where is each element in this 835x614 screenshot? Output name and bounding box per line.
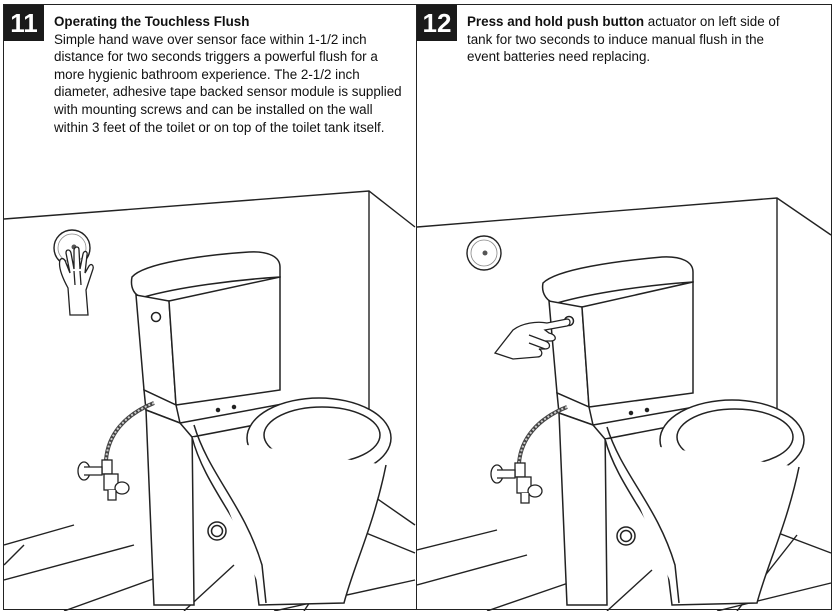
step-11-panel (3, 4, 417, 610)
step-12-illustration (417, 5, 833, 611)
step-body: actuator on left side of tank for two seconds to induce manual flush in the event batteries need replacing. (467, 14, 780, 65)
water-supply-valve-icon (491, 407, 567, 503)
step-11-instructions (54, 13, 404, 136)
step-number-badge: 12 (417, 5, 457, 41)
wall-sensor-icon (467, 236, 501, 270)
step-12-panel (416, 4, 832, 610)
step-title: Operating the Touchless Flush (54, 14, 250, 29)
water-supply-valve-icon (78, 403, 154, 500)
step-bold-lead: Press and hold push button (467, 14, 645, 29)
toilet-illustration (543, 257, 804, 605)
step-12-instructions (467, 13, 787, 66)
step-body: Simple hand wave over sensor face within 1-1/2 inch distance for two seconds triggers a powerful flush for a more hygienic bathroom experience. The 2-1/2 inch diameter, adhesive tape backed sensor module is supplied with mounting screws and can be installed on the wall within 3 feet of the toilet or on top of the toilet tank itself. (54, 31, 402, 135)
step-number-badge: 11 (4, 5, 44, 41)
toilet-illustration (132, 252, 392, 605)
